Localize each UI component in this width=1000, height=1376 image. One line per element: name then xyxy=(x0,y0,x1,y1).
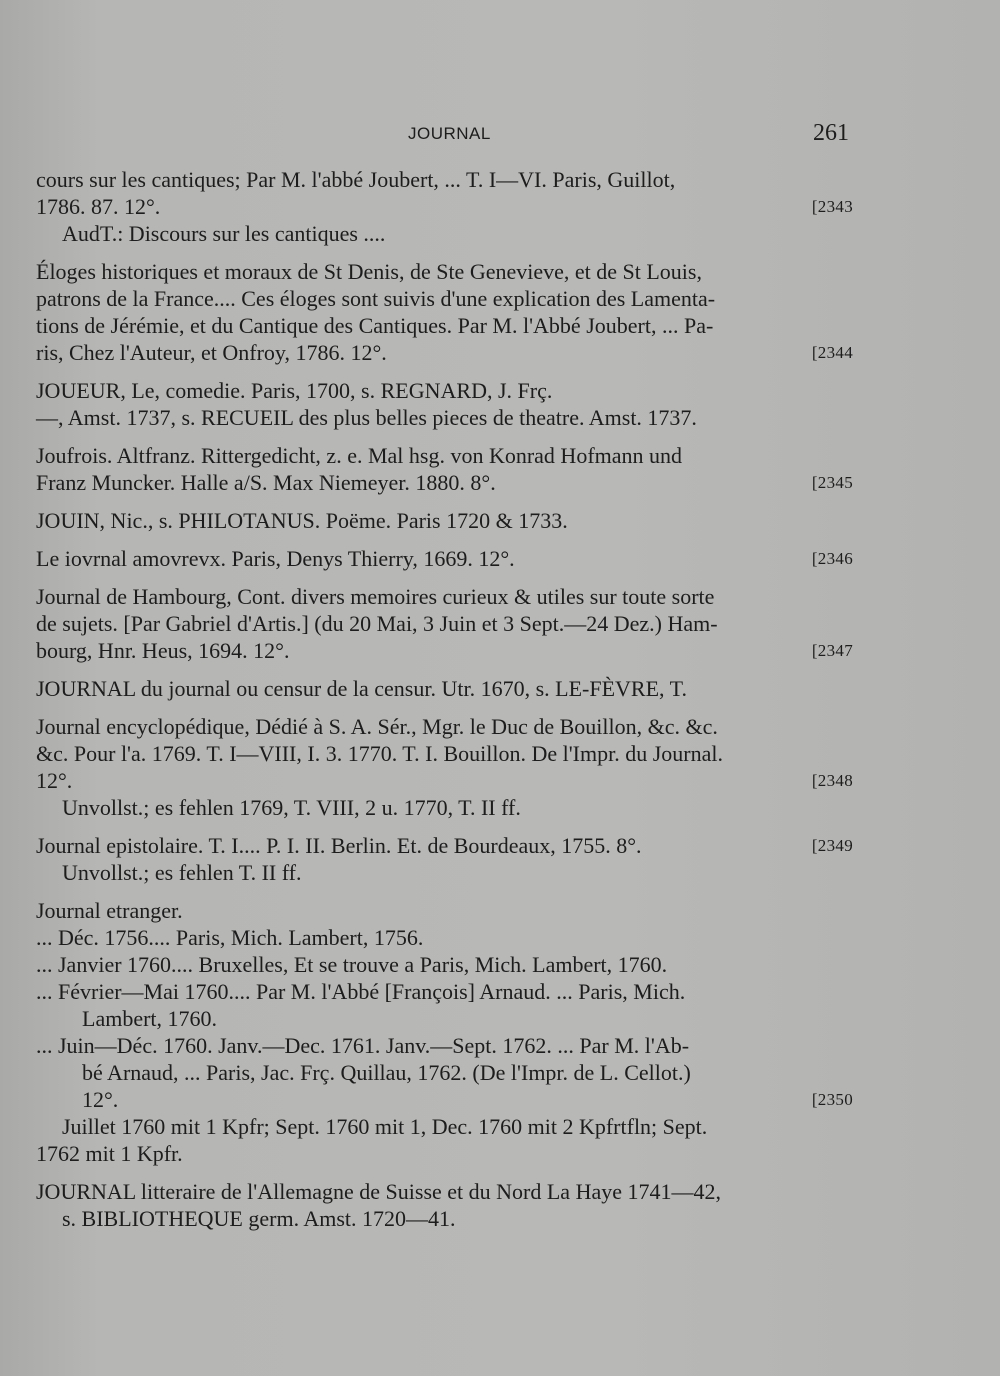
entry-number: [2345 xyxy=(811,473,853,492)
running-head: JOURNAL xyxy=(408,124,491,143)
entry-line: Journal encyclopédique, Dédié à S. A. Sér., Mgr. le Duc de Bouillon, &c. &c. xyxy=(36,714,718,739)
page-number: 261 xyxy=(813,120,849,146)
bibliography-entry xyxy=(36,442,851,496)
entry-subline: bé Arnaud, ... Paris, Jac. Frç. Quillau, 1762. (De l'Impr. de L. Cellot.) xyxy=(82,1060,691,1085)
entry-line: Le iovrnal amovrevx. Paris, Denys Thierry, 1669. 12°. xyxy=(36,546,515,571)
bibliography-entry xyxy=(36,166,851,247)
entry-note: AudT.: Discours sur les cantiques .... xyxy=(62,221,386,246)
entry-subline: ... Juin—Déc. 1760. Janv.—Dec. 1761. Janv.—Sept. 1762. ... Par M. l'Ab- xyxy=(36,1033,690,1058)
entry-note: Unvollst.; es fehlen 1769, T. VIII, 2 u. 1770, T. II ff. xyxy=(62,795,521,820)
bibliography-entry xyxy=(36,583,851,664)
bibliography-entry xyxy=(36,675,851,702)
entry-line: patrons de la France.... Ces éloges sont suivis d'une explication des Lamenta- xyxy=(36,286,716,311)
entry-line: JOUIN, Nic., s. PHILOTANUS. Poëme. Paris 1720 & 1733. xyxy=(36,508,568,533)
entry-number: [2344 xyxy=(811,343,853,362)
entry-line: Journal epistolaire. T. I.... P. I. II. Berlin. Et. de Bourdeaux, 1755. 8°. xyxy=(36,833,642,858)
entry-line: JOURNAL du journal ou censur de la censur. Utr. 1670, s. LE-FÈVRE, T. xyxy=(36,676,687,701)
entry-subline: ... Février—Mai 1760.... Par M. l'Abbé [François] Arnaud. ... Paris, Mich. xyxy=(36,979,686,1004)
entry-line: Franz Muncker. Halle a/S. Max Niemeyer. 1880. 8°. xyxy=(36,470,496,495)
entry-subline: ... Janvier 1760.... Bruxelles, Et se trouve a Paris, Mich. Lambert, 1760. xyxy=(36,952,668,977)
entry-line: s. BIBLIOTHEQUE germ. Amst. 1720—41. xyxy=(62,1206,456,1231)
entry-number: [2349 xyxy=(811,836,853,855)
entry-subline: 12°. xyxy=(82,1087,119,1112)
entry-line: Journal de Hambourg, Cont. divers memoires curieux & utiles sur toute sorte xyxy=(36,584,715,609)
entry-number: [2347 xyxy=(811,641,853,660)
entry-line: Éloges historiques et moraux de St Denis, de Ste Genevieve, et de St Louis, xyxy=(36,259,702,284)
entry-line: cours sur les cantiques; Par M. l'abbé Joubert, ... T. I—VI. Paris, Guillot, xyxy=(36,167,676,192)
entry-line: tions de Jérémie, et du Cantique des Cantiques. Par M. l'Abbé Joubert, ... Pa- xyxy=(36,313,714,338)
bibliography-entry xyxy=(36,258,851,366)
entry-subline: ... Déc. 1756.... Paris, Mich. Lambert, 1756. xyxy=(36,925,424,950)
entry-number: [2348 xyxy=(811,771,853,790)
bibliography-entry xyxy=(36,713,851,821)
entry-number: [2343 xyxy=(811,197,853,216)
entry-line: —, Amst. 1737, s. RECUEIL des plus belles pieces de theatre. Amst. 1737. xyxy=(36,405,697,430)
page-header xyxy=(0,122,1000,152)
entry-line: &c. Pour l'a. 1769. T. I—VIII, I. 3. 1770. T. I. Bouillon. De l'Impr. du Journal. xyxy=(36,741,723,766)
entry-line: Journal etranger. xyxy=(36,898,183,923)
bibliography-entry xyxy=(36,832,851,886)
entry-number: [2346 xyxy=(811,549,853,568)
entry-line: de sujets. [Par Gabriel d'Artis.] (du 20 Mai, 3 Juin et 3 Sept.—24 Dez.) Ham- xyxy=(36,611,718,636)
entry-line: Joufrois. Altfranz. Rittergedicht, z. e. Mal hsg. von Konrad Hofmann und xyxy=(36,443,683,468)
entry-subline: Lambert, 1760. xyxy=(82,1006,218,1031)
entry-number: [2350 xyxy=(811,1090,853,1109)
page-body xyxy=(36,166,851,1243)
bibliography-entry xyxy=(36,507,851,534)
bibliography-entry xyxy=(36,377,851,431)
entry-line: ris, Chez l'Auteur, et Onfroy, 1786. 12°. xyxy=(36,340,387,365)
bibliography-entry xyxy=(36,1178,851,1232)
entry-line: bourg, Hnr. Heus, 1694. 12°. xyxy=(36,638,290,663)
entry-note: 1762 mit 1 Kpfr. xyxy=(36,1141,183,1166)
entry-line: JOURNAL litteraire de l'Allemagne de Suisse et du Nord La Haye 1741—42, xyxy=(36,1179,721,1204)
entry-line: JOUEUR, Le, comedie. Paris, 1700, s. REGNARD, J. Frç. xyxy=(36,378,553,403)
entry-line: 12°. xyxy=(36,768,73,793)
entry-note: Unvollst.; es fehlen T. II ff. xyxy=(62,860,302,885)
entry-line: 1786. 87. 12°. xyxy=(36,194,161,219)
bibliography-entry xyxy=(36,897,851,1167)
entry-note: Juillet 1760 mit 1 Kpfr; Sept. 1760 mit 1, Dec. 1760 mit 2 Kpfrtfln; Sept. xyxy=(62,1114,708,1139)
bibliography-entry xyxy=(36,545,851,572)
